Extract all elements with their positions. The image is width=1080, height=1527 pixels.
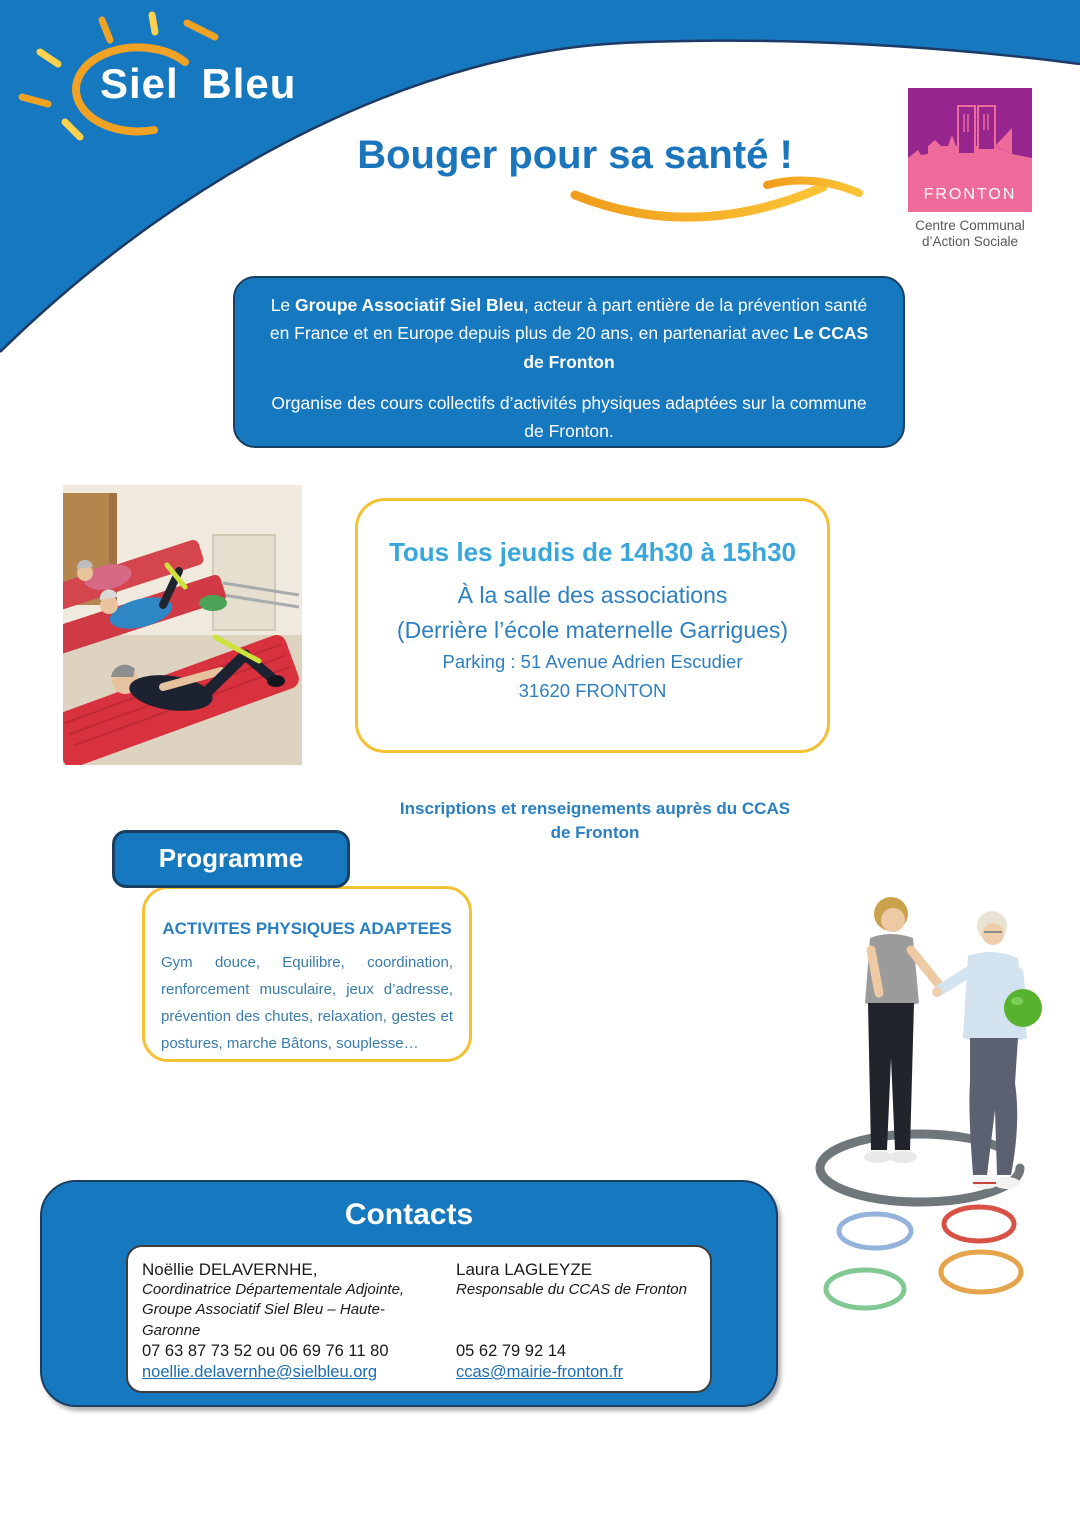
exercise-class-photo — [63, 485, 302, 765]
fronton-logo-square — [908, 88, 1032, 212]
intro-paragraph-1: Le Groupe Associatif Siel Bleu, acteur à part entière de la prévention santé en France et en Europe depuis plus de 20 ans, en partenariat avec Le CCAS de Fronton — [269, 295, 869, 372]
contact-phone-block — [456, 1342, 701, 1382]
contacts-section — [40, 1180, 778, 1407]
activities-box — [142, 886, 472, 1062]
contact-role: Responsable du CCAS de Fronton — [456, 1281, 687, 1298]
activities-title: ACTIVITES PHYSIQUES ADAPTEES — [162, 919, 452, 938]
contact-name: Noëllie DELAVERNHE, — [142, 1260, 318, 1279]
contact-noellie — [142, 1260, 442, 1382]
schedule-parking-line: Parking : 51 Avenue Adrien Escudier — [442, 651, 743, 672]
balance-exercise-photo — [790, 878, 1060, 1326]
schedule-location-line1: À la salle des associations — [457, 582, 728, 608]
inscriptions-note: Inscriptions et renseignements auprès du CCAS de Fronton — [399, 799, 791, 842]
fronton-logo-name: FRONTON — [923, 186, 1017, 203]
fronton-logo-subtitle: Centre Communal d’Action Sociale — [915, 218, 1025, 250]
smile-swoosh-icon — [545, 165, 875, 250]
activities-text: Gym douce, Equilibre, coordination, renforcement musculaire, jeux d’adresse, prévention des chutes, relaxation, gestes et postures, marche Bâtons, souplesse… — [161, 954, 453, 1052]
contacts-heading: Contacts — [344, 1198, 474, 1231]
fronton-ccas-logo — [895, 88, 1045, 250]
contact-laura — [456, 1260, 701, 1382]
contact-phone-block — [142, 1342, 442, 1382]
siel-bleu-logo: Siel Bleu — [100, 60, 297, 107]
contact-email-link[interactable]: noellie.delavernhe@sielbleu.org — [142, 1363, 378, 1381]
intro-box — [233, 276, 905, 448]
programme-button: Programme — [112, 830, 350, 888]
schedule-location-line2: (Derrière l’école maternelle Garrigues) — [396, 617, 789, 643]
page-title: Bouger pour sa santé ! — [357, 133, 793, 177]
contact-phone: 07 63 87 73 52 ou 06 69 76 11 80 — [142, 1342, 389, 1360]
contact-phone: 05 62 79 92 14 — [456, 1342, 567, 1360]
contact-role: Coordinatrice Départementale Adjointe, — [142, 1281, 405, 1298]
schedule-heading: Tous les jeudis de 14h30 à 15h30 — [388, 537, 797, 567]
sun-icon — [10, 5, 320, 220]
contact-email-link[interactable]: ccas@mairie-fronton.fr — [456, 1363, 624, 1381]
contact-role: Groupe Associatif Siel Bleu – Haute-Garonne — [142, 1301, 385, 1339]
schedule-city-line: 31620 FRONTON — [518, 680, 667, 701]
schedule-box — [355, 498, 830, 753]
contact-name: Laura LAGLEYZE — [456, 1260, 593, 1279]
intro-paragraph-2: Organise des cours collectifs d’activités physiques adaptées sur la commune de Fronton. — [271, 393, 867, 442]
contacts-card — [126, 1245, 712, 1393]
